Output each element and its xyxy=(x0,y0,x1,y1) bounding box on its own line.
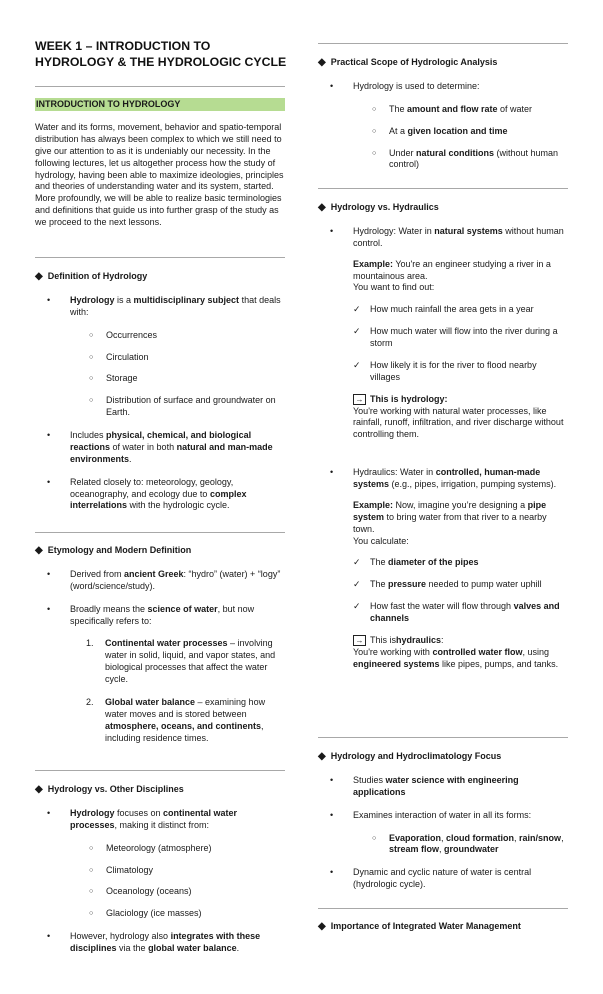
sub-item: ○ Occurrences xyxy=(70,330,285,342)
calc-text: You calculate: xyxy=(353,535,409,546)
sub-list xyxy=(353,104,568,172)
check-list xyxy=(353,557,568,625)
numbered-list xyxy=(70,638,285,744)
divider xyxy=(318,43,568,44)
diamond-icon: ◆ xyxy=(318,920,326,932)
list-item: • Hydrology is used to determine: ○ The amount and flow rate of water ○ At a given location and time ○ Under natural conditions (without human control) xyxy=(318,81,568,171)
arrow-box-icon: → xyxy=(353,394,366,405)
section-iwm xyxy=(318,921,568,933)
section-focus xyxy=(318,751,568,902)
intro-heading: INTRODUCTION TO HYDROLOGY xyxy=(35,98,285,111)
check-item: ✓ The diameter of the pipes xyxy=(353,557,568,569)
section-heading: ◆ Hydrology vs. Other Disciplines xyxy=(35,783,184,795)
section-heading: ◆ Hydrology vs. Hydraulics xyxy=(318,201,439,213)
list-item: • Related closely to: meteorology, geology, oceanography, and ecology due to complex interrelations with the hydrologic cycle. xyxy=(35,477,285,513)
check-item: ✓ How likely it is for the river to flood nearby villages xyxy=(353,360,568,384)
divider xyxy=(35,770,285,771)
diamond-icon: ◆ xyxy=(318,56,326,68)
list-item: • Includes physical, chemical, and biological reactions of water in both natural and man-made environments. xyxy=(35,430,285,466)
list-item: • Hydrology focuses on continental water processes, making it distinct from: ○ Meteorology (atmosphere) ○ Climatology ○ Oceanology (oceans) ○ Glaciology (ice masses) xyxy=(35,808,285,920)
arrow-box-icon: → xyxy=(353,635,366,646)
diamond-icon: ◆ xyxy=(35,544,43,556)
find-text: You want to find out: xyxy=(353,282,435,293)
bullet-list xyxy=(318,775,568,891)
example-text: Example: Now, imagine you’re designing a pipe system to bring water from that river to a nearby town. xyxy=(353,499,547,534)
diamond-icon: ◆ xyxy=(318,201,326,213)
list-item: • Broadly means the science of water, but now specifically refers to: 1. Continental water processes – involving water in solid, liquid, and vapor states, and biological processes that affect the water cycle. 2. Global water balance – examining how water moves and is stored between atmosphere, oceans, and continents, including residence times. xyxy=(35,604,285,745)
check-item: ✓ How fast the water will flow through valves and channels xyxy=(353,601,568,625)
example-text: Example: You're an engineer studying a river in a mountainous area. xyxy=(353,258,551,281)
sub-item: ○ The amount and flow rate of water xyxy=(353,104,568,116)
bullet-list xyxy=(35,295,285,512)
sub-list xyxy=(70,843,285,921)
diamond-icon: ◆ xyxy=(35,270,43,282)
callout-text: You're working with natural water processes, like rainfall, runoff, infiltration, and river discharge without controlling them. xyxy=(353,405,564,440)
section-heading: ◆ Etymology and Modern Definition xyxy=(35,544,192,556)
section-heading: ◆ Importance of Integrated Water Management xyxy=(318,920,521,932)
list-item: • Examines interaction of water in all its forms: ○ Evaporation, cloud formation, rain/snow, stream flow, groundwater xyxy=(318,810,568,857)
section-etymology xyxy=(35,545,285,755)
section-heading: ◆ Practical Scope of Hydrologic Analysis xyxy=(318,56,498,68)
bullet-list xyxy=(35,569,285,745)
list-item: • Hydrology is a multidisciplinary subject that deals with: ○ Occurrences ○ Circulation ○ Storage ○ Distribution of surface and groundwater on Earth. xyxy=(35,295,285,419)
sub-item: ○ Distribution of surface and groundwater on Earth. xyxy=(70,395,285,419)
sub-item: ○ Glaciology (ice masses) xyxy=(70,908,285,920)
list-item: • Hydraulics: Water in controlled, human-made systems (e.g., pipes, irrigation, pumping systems). Example: Now, imagine you’re designing a pipe system to bring water from that river to a nearby town. You calculate: ✓ The diameter of the pipes ✓ The pressure needed to pump water uphill ✓ How fast the water will flow through valves and channels → This is hydraulics : You're working with controlled water flow, using engineered systems like pipes, pumps, and tanks. xyxy=(318,467,568,670)
section-scope xyxy=(318,57,568,182)
sub-item: ○ Storage xyxy=(70,373,285,385)
callout-label: → This is hydrology: xyxy=(353,394,568,406)
callout-text: You're working with controlled water flow, using engineered systems like pipes, pumps, and tanks. xyxy=(353,646,559,669)
list-item: • Derived from ancient Greek: “hydro” (water) + “logy” (word/science/study). xyxy=(35,569,285,593)
divider xyxy=(318,908,568,909)
page-title: WEEK 1 – INTRODUCTION TO HYDROLOGY & THE HYDROLOGIC CYCLE xyxy=(35,39,287,70)
sub-list xyxy=(353,833,568,857)
divider xyxy=(35,257,285,258)
check-list xyxy=(353,304,568,383)
sub-item: ○ Meteorology (atmosphere) xyxy=(70,843,285,855)
list-item: • Dynamic and cyclic nature of water is central (hydrologic cycle). xyxy=(318,867,568,891)
section-heading: ◆ Hydrology and Hydroclimatology Focus xyxy=(318,750,502,762)
bullet-list xyxy=(318,226,568,671)
sub-list xyxy=(70,330,285,419)
sub-item: ○ Climatology xyxy=(70,865,285,877)
sub-item: ○ Circulation xyxy=(70,352,285,364)
divider xyxy=(318,737,568,738)
bullet-list xyxy=(35,808,285,955)
diamond-icon: ◆ xyxy=(35,783,43,795)
list-item: • Hydrology: Water in natural systems without human control. Example: You're an engineer studying a river in a mountainous area. You want to find out: ✓ How much rainfall the area gets in a year ✓ How much water will flow into the river during a storm ✓ How likely it is for the river to flood nearby villages → This is hydrology: You're working with natural water processes, like rainfall, runoff, infiltration, and river discharge without controlling them. xyxy=(318,226,568,441)
list-item: • However, hydrology also integrates with these disciplines via the global water balance. xyxy=(35,931,285,955)
divider xyxy=(318,188,568,189)
section-other-disciplines xyxy=(35,784,285,966)
bullet-list xyxy=(318,81,568,171)
diamond-icon: ◆ xyxy=(318,750,326,762)
check-item: ✓ How much rainfall the area gets in a year xyxy=(353,304,568,316)
sub-item: ○ Oceanology (oceans) xyxy=(70,886,285,898)
list-item: • Studies water science with engineering applications xyxy=(318,775,568,799)
section-definition xyxy=(35,271,285,523)
check-item: ✓ How much water will flow into the river during a storm xyxy=(353,326,568,350)
intro-paragraph: Water and its forms, movement, behavior and spatio-temporal distribution has always been complex to which we still need to give our attention to as it is undeniably our necessity. In the following lectures, let us altogether process how the study of hydrology, having been able to maximize ideologies, principles and theories of understanding water and its system, started. More profoundly, we will be able to realize basic terminologies and definitions that guide us into further grasp of the study as we proceed to the next lessons. xyxy=(35,122,284,227)
numbered-item: 2. Global water balance – examining how water moves and is stored between atmosphere, oceans, and continents, including residence times. xyxy=(86,696,266,743)
sub-item: ○ Under natural conditions (without human control) xyxy=(353,148,568,172)
sub-item: ○ Evaporation, cloud formation, rain/snow, stream flow, groundwater xyxy=(353,833,568,857)
callout-label: → This is hydraulics : xyxy=(353,635,568,647)
divider xyxy=(35,532,285,533)
numbered-item: 1. Continental water processes – involving water in solid, liquid, and vapor states, and biological processes that affect the water cycle. xyxy=(86,638,276,684)
section-heading: ◆ Definition of Hydrology xyxy=(35,270,148,282)
divider xyxy=(35,86,285,87)
section-hydrology-vs-hydraulics xyxy=(318,202,568,682)
sub-item: ○ At a given location and time xyxy=(353,126,568,138)
check-item: ✓ The pressure needed to pump water uphill xyxy=(353,579,568,591)
